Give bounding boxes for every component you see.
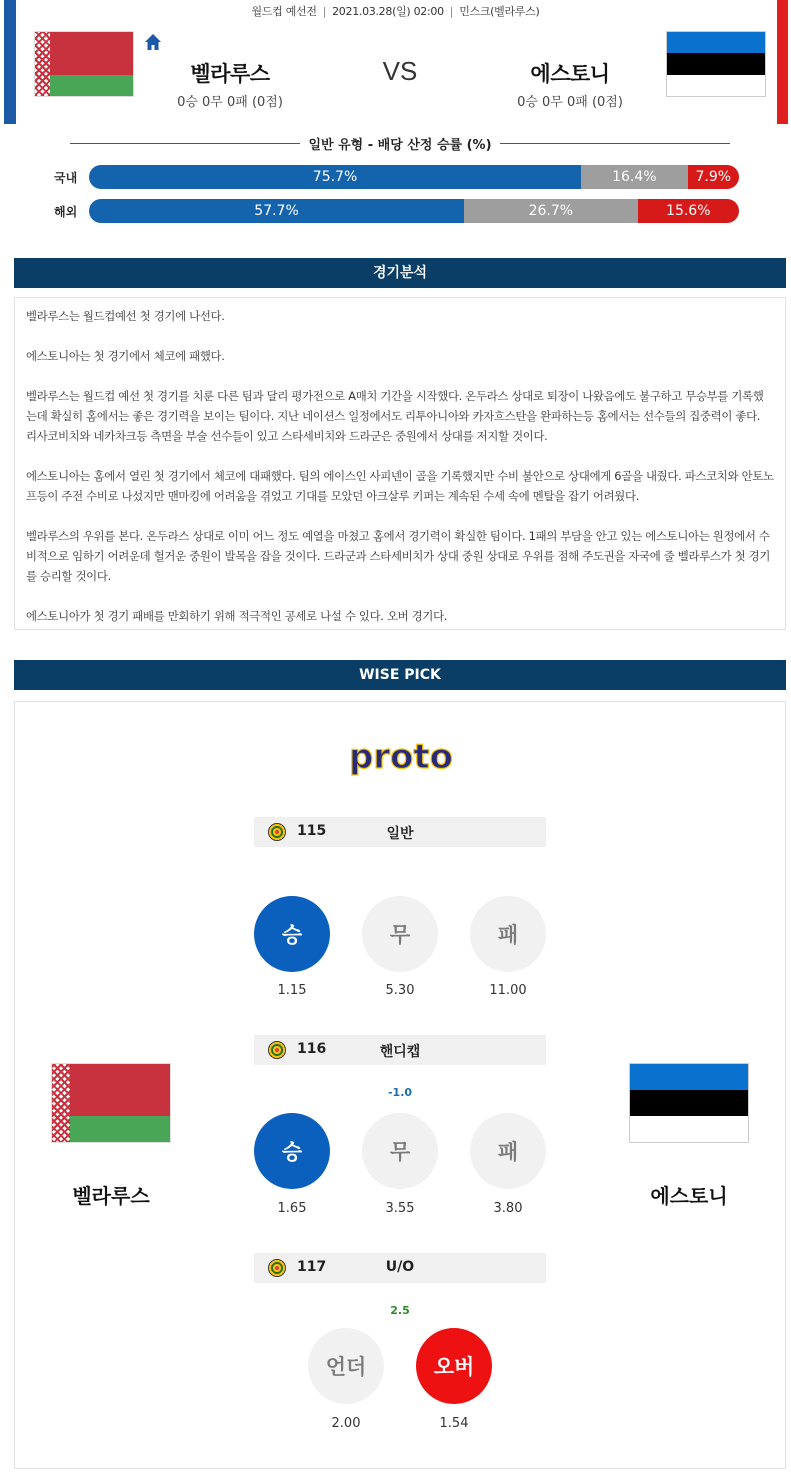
odd-value: 1.65 — [277, 1201, 307, 1216]
away-team-name: 에스토니 — [650, 1184, 728, 1208]
game-number: 115 — [297, 823, 327, 839]
rate-title — [70, 134, 730, 152]
meta-divider: | — [449, 5, 454, 18]
home-icon — [144, 33, 162, 51]
league-name: 월드컵 예선전 — [251, 5, 317, 18]
analysis-body — [14, 297, 786, 630]
away-team-name: 에스토니 — [530, 62, 610, 86]
game-type: U/O — [385, 1259, 415, 1275]
analysis-paragraph: 에스토니아는 홈에서 열린 첫 경기에서 체코에 대패했다. 팀의 에이스인 사피넨이 골을 기록했지만 수비 불안으로 상대에게 6골을 내줬다. 파스코치와 안토노프등이 주전 수비로 나섰지만 맨마킹에 어려움을 겪었고 기대를 모았던 아크살루 키퍼는 계속된 수세 속에 멘탈을 잡기 어려웠다. — [26, 469, 774, 503]
vs-label: VS — [382, 56, 418, 86]
match-datetime: 2021.03.28(일) 02:00 — [332, 5, 444, 18]
rate-lose-segment: 15.6% — [638, 199, 739, 223]
rate-bar — [89, 165, 739, 189]
away-team-record: 0승 0무 0패 (0점) — [517, 95, 623, 110]
target-icon — [268, 823, 286, 841]
handicap-line: -1.0 — [387, 1086, 413, 1099]
estonia-flag — [666, 31, 766, 97]
odd-value: 1.15 — [277, 983, 307, 998]
rate-draw-segment: 16.4% — [581, 165, 688, 189]
odd-value: 5.30 — [385, 983, 415, 998]
analysis-paragraph: 벨라루스의 우위를 본다. 온두라스 상대로 이미 어느 정도 예열을 마쳤고 홈에서 경기력이 확실한 팀이다. 1패의 부담을 안고 있는 에스토니아는 원정에서 수비적으로 임하기 어려운데 헐거운 중원이 발목을 잡을 것이다. 드라군과 스타세비치가 상대 중원 상대로 우위를 점해 주도권을 자국에 줄 벨라루스가 첫 경기를 승리할 것이다. — [26, 529, 771, 583]
rate-row-label: 해외 — [54, 205, 78, 219]
odd-value: 3.55 — [385, 1201, 415, 1216]
game-header — [254, 1035, 546, 1065]
pick-under-button[interactable]: 언더 — [308, 1328, 384, 1404]
proto-logo-text: proto — [348, 738, 454, 777]
rate-bar — [89, 199, 739, 223]
belarus-flag — [34, 31, 134, 97]
analysis-paragraph: 에스토니아는 첫 경기에서 체코에 패했다. — [26, 349, 225, 363]
rate-row-overseas — [54, 199, 744, 223]
estonia-flag — [629, 1063, 749, 1143]
home-team-name: 벨라루스 — [72, 1184, 150, 1208]
wise-pick-section-title: WISE PICK — [14, 660, 786, 690]
pick-lose-button[interactable]: 패 — [470, 1113, 546, 1189]
analysis-paragraph: 벨라루스는 월드컵예선 첫 경기에 나선다. — [26, 309, 225, 323]
rate-row-label: 국내 — [54, 171, 78, 185]
target-icon — [268, 1041, 286, 1059]
target-icon — [268, 1259, 286, 1277]
game-header — [254, 817, 546, 847]
analysis-paragraph: 벨라루스는 월드컵 예선 첫 경기를 치룬 다른 팀과 달리 평가전으로 A매치 기간을 시작했다. 온두라스 상대로 퇴장이 나왔음에도 불구하고 무승부를 기록했는데 확실히 홈에서는 좋은 경기력을 보이는 팀이다. 지난 네이션스 일정에서도 리투아니아와 카자흐스탄을 완파하는등 홈에서는 선수들의 집중력이 좋다. 리사코비치와 네카차크등 측면을 부술 선수들이 있고 스타세비치와 드라군은 중원에서 상대를 저지할 것이다. — [26, 389, 764, 443]
pick-draw-button[interactable]: 무 — [362, 1113, 438, 1189]
game-number: 117 — [297, 1259, 327, 1275]
belarus-flag — [51, 1063, 171, 1143]
pick-over-button[interactable]: 오버 — [416, 1328, 492, 1404]
home-team-name: 벨라루스 — [190, 62, 270, 86]
home-team-record: 0승 0무 0패 (0점) — [177, 95, 283, 110]
meta-divider: | — [322, 5, 327, 18]
pick-lose-button[interactable]: 패 — [470, 896, 546, 972]
rate-win-segment: 75.7% — [89, 165, 581, 189]
game-number: 116 — [297, 1041, 327, 1057]
pick-win-button[interactable]: 승 — [254, 896, 330, 972]
match-header — [0, 0, 791, 128]
odd-value: 3.80 — [493, 1201, 523, 1216]
odd-value: 1.54 — [439, 1416, 469, 1431]
game-type: 핸디캡 — [379, 1044, 421, 1060]
odd-value: 11.00 — [489, 983, 527, 998]
analysis-paragraph: 에스토니아가 첫 경기 패배를 만회하기 위해 적극적인 공세로 나설 수 있다. 오버 경기다. — [26, 609, 448, 623]
game-type: 일반 — [386, 826, 414, 842]
analysis-section-title: 경기분석 — [14, 258, 786, 288]
rate-draw-segment: 26.7% — [464, 199, 638, 223]
game-header — [254, 1253, 546, 1283]
pick-win-button[interactable]: 승 — [254, 1113, 330, 1189]
proto-logo — [336, 738, 466, 780]
rate-win-segment: 57.7% — [89, 199, 464, 223]
rate-lose-segment: 7.9% — [688, 165, 739, 189]
over-under-line: 2.5 — [390, 1304, 410, 1317]
match-venue: 민스크(벨라루스) — [459, 5, 540, 18]
rate-row-domestic — [54, 165, 744, 189]
odd-value: 2.00 — [331, 1416, 361, 1431]
match-meta — [0, 3, 791, 19]
rate-title-text: 일반 유형 - 배당 산정 승률 (%) — [300, 138, 499, 153]
pick-draw-button[interactable]: 무 — [362, 896, 438, 972]
